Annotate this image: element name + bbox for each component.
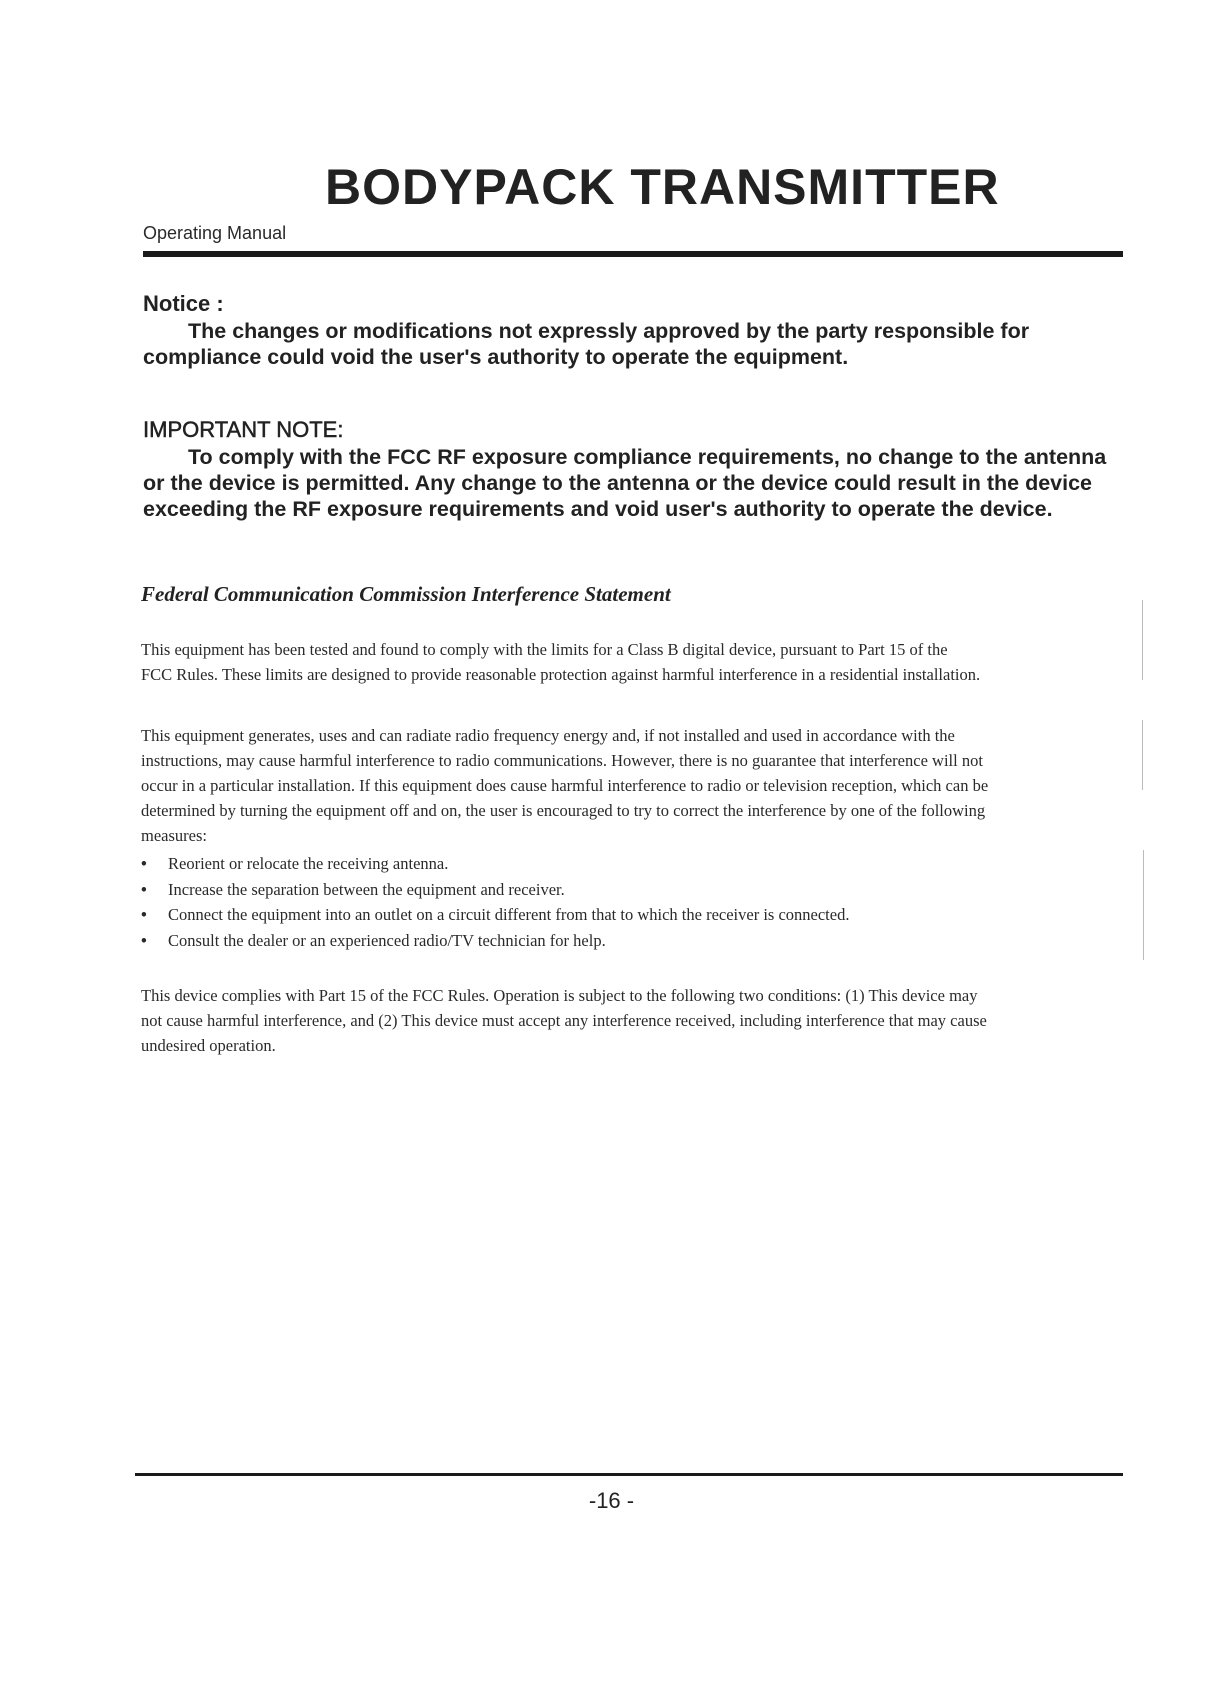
notice-label: Notice :	[143, 291, 224, 316]
important-note-section	[143, 416, 1128, 522]
list-item	[141, 851, 1041, 877]
bullet-icon: •	[141, 930, 147, 950]
important-note-label: IMPORTANT NOTE:	[143, 417, 344, 442]
measure-text: Consult the dealer or an experienced radio/TV technician for help.	[168, 930, 606, 950]
fcc-paragraph-1: This equipment has been tested and found to comply with the limits for a Class B digital device, pursuant to Part 15 of the FCC Rules. These limits are designed to provide reasonable protection against harmful interference in a residential installation.	[141, 640, 981, 684]
fcc-paragraph-3: This device complies with Part 15 of the FCC Rules. Operation is subject to the following two conditions: (1) This device may not cause harmful interference, and (2) This device must accept any interference received, including interference that may cause undesired operation.	[141, 986, 987, 1055]
notice-section	[143, 290, 1128, 370]
scan-mark	[1143, 850, 1144, 960]
measures-list	[141, 851, 1041, 953]
document-title: BODYPACK TRANSMITTER	[325, 159, 1000, 215]
footer-rule	[135, 1473, 1123, 1476]
measure-text: Increase the separation between the equipment and receiver.	[168, 879, 565, 899]
list-item	[141, 902, 1041, 928]
fcc-statement-heading: Federal Communication Commission Interference Statement	[141, 582, 671, 606]
measure-text: Connect the equipment into an outlet on a circuit different from that to which the receiver is connected.	[168, 905, 850, 924]
header-rule	[143, 251, 1123, 257]
list-item	[141, 928, 1041, 954]
bullet-icon: •	[141, 879, 147, 899]
page-number: -16 -	[588, 1488, 635, 1513]
bullet-icon: •	[141, 854, 147, 873]
measure-text: Reorient or relocate the receiving antenna.	[168, 854, 449, 873]
bullet-icon: •	[141, 905, 147, 924]
scan-mark	[1142, 720, 1143, 790]
fcc-paragraph-2: This equipment generates, uses and can radiate radio frequency energy and, if not installed and used in accordance with the instructions, may cause harmful interference to radio communications. However, there is no guarantee that interference will not occur in a particular installation. If this equipment does cause harmful interference to radio or television reception, which can be determined by turning the equipment off and on, the user is encouraged to try to correct the interference by one of the following measures:	[141, 726, 989, 845]
important-note-text: To comply with the FCC RF exposure compliance requirements, no change to the antenna or the device is permitted. Any change to the antenna or the device could result in the device exceeding the RF exposure requirements and void user's authority to operate the device.	[143, 445, 1107, 521]
list-item	[141, 877, 1041, 903]
document-subtitle: Operating Manual	[143, 223, 287, 243]
notice-text: The changes or modifications not expressly approved by the party responsible for compliance could void the user's authority to operate the equipment.	[143, 319, 1030, 369]
scan-mark	[1142, 600, 1143, 680]
